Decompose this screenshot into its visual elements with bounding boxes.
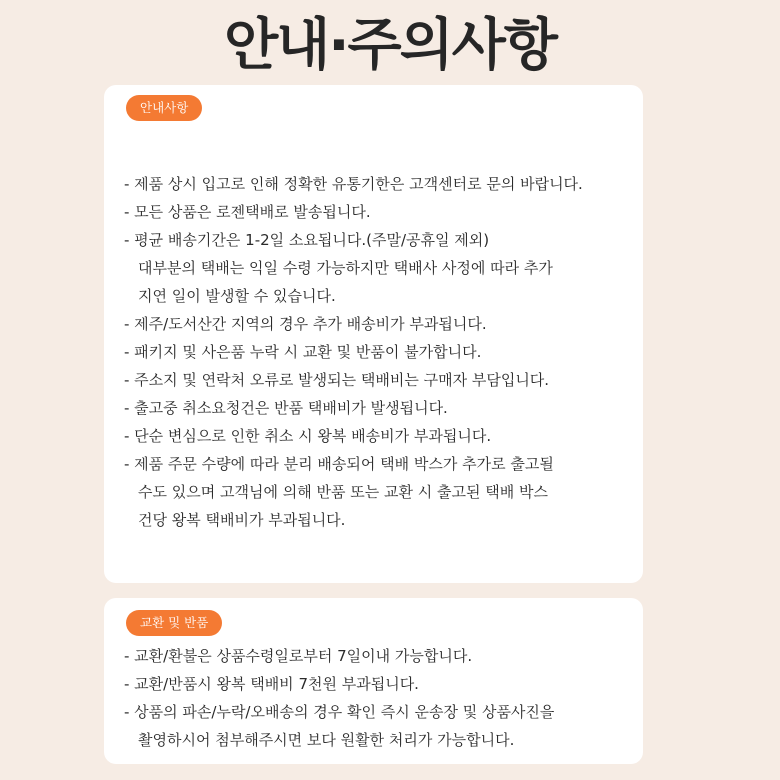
guide-line: 대부분의 택배는 익일 수령 가능하지만 택배사 사정에 따라 추가 [138,259,553,277]
exchange-badge: 교환 및 반품 [126,610,222,636]
guide-line: - 제품 주문 수량에 따라 분리 배송되어 택배 박스가 추가로 출고될 [124,455,554,473]
guide-list [124,170,633,534]
guide-line: - 주소지 및 연락처 오류로 발생되는 택배비는 구매자 부담입니다. [124,371,550,389]
exchange-line: - 상품의 파손/누락/오배송의 경우 확인 즉시 운송장 및 상품사진을 [124,703,555,721]
guide-line: - 제주/도서산간 지역의 경우 추가 배송비가 부과됩니다. [124,315,487,333]
guide-line: - 제품 상시 입고로 인해 정확한 유통기한은 고객센터로 문의 바랍니다. [124,175,583,193]
guide-card [104,85,643,583]
page-title: 안내·주의사항 [224,13,556,78]
guide-line: - 출고중 취소요청건은 반품 택배비가 발생됩니다. [124,399,448,417]
guide-line: - 모든 상품은 로젠택배로 발송됩니다. [124,203,371,221]
guide-line: 지연 일이 발생할 수 있습니다. [138,287,336,305]
exchange-card [104,598,643,764]
exchange-line: - 교환/반품시 왕복 택배비 7천원 부과됩니다. [124,675,419,693]
guide-badge: 안내사항 [126,95,202,121]
exchange-line: - 교환/환불은 상품수령일로부터 7일이내 가능합니다. [124,647,473,665]
guide-line: - 패키지 및 사은품 누락 시 교환 및 반품이 불가합니다. [124,343,482,361]
guide-line: - 단순 변심으로 인한 취소 시 왕복 배송비가 부과됩니다. [124,427,492,445]
guide-line: 수도 있으며 고객님에 의해 반품 또는 교환 시 출고된 택배 박스 [138,483,548,501]
exchange-list [124,642,633,754]
guide-line: 건당 왕복 택배비가 부과됩니다. [138,511,346,529]
exchange-line: 촬영하시어 첨부해주시면 보다 원활한 처리가 가능합니다. [138,731,515,749]
guide-line: - 평균 배송기간은 1-2일 소요됩니다.(주말/공휴일 제외) [124,231,490,249]
